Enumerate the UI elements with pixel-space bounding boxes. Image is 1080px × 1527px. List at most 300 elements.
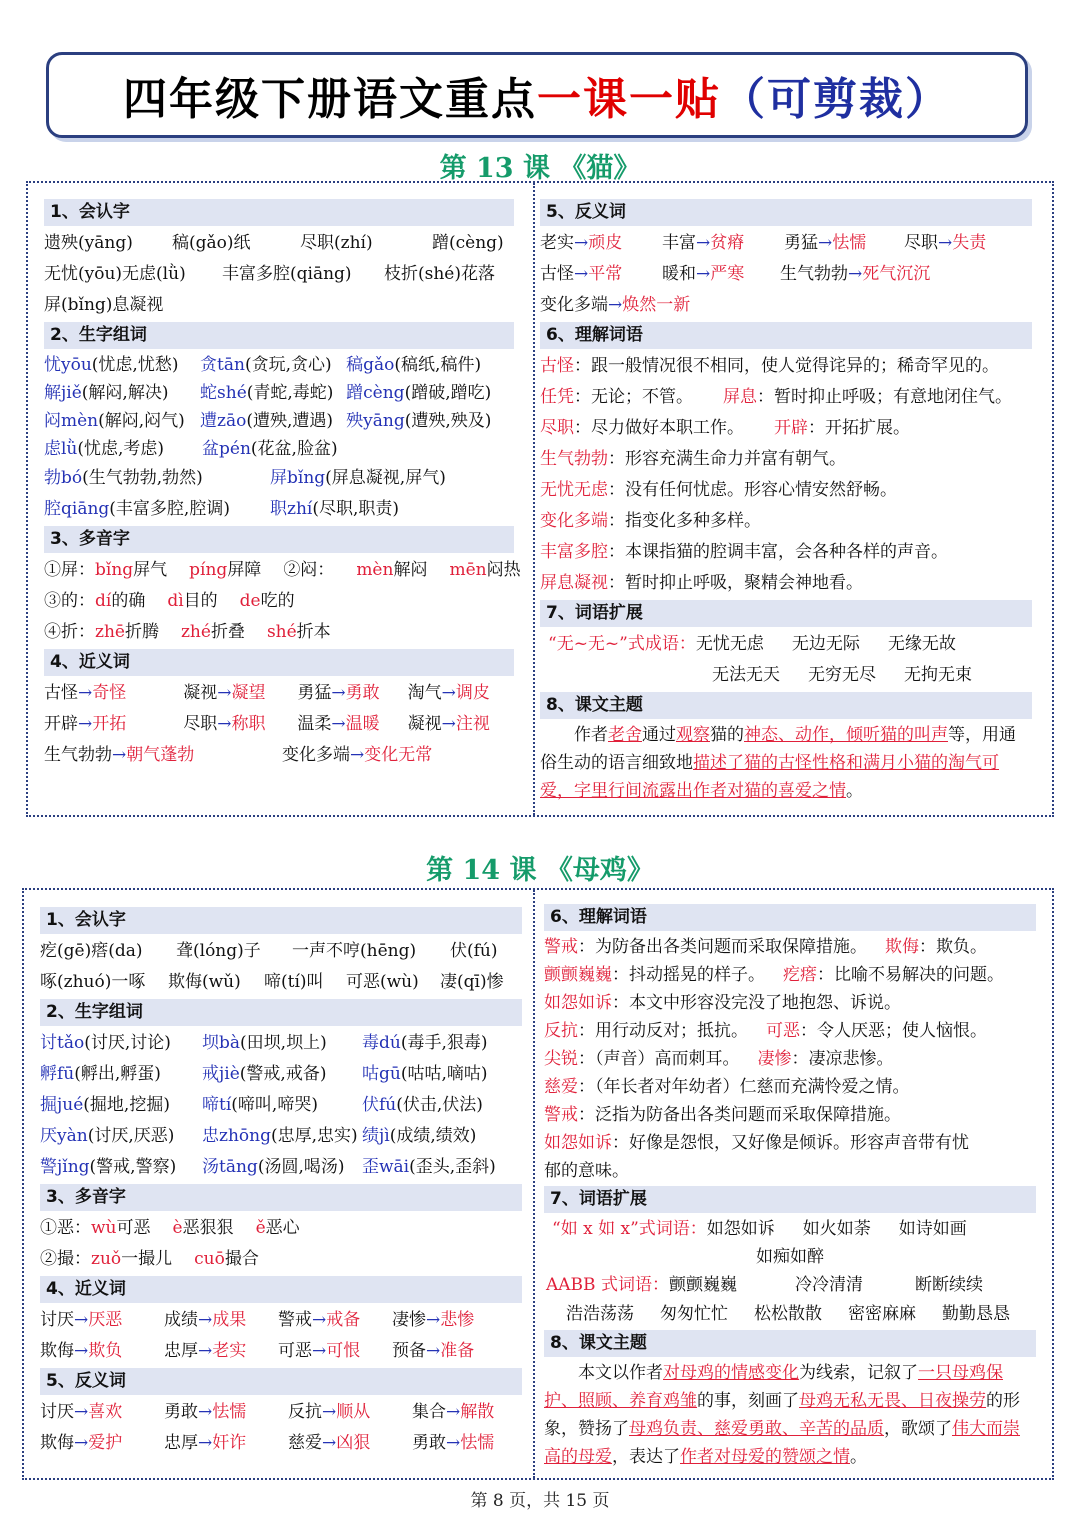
definition-row [540, 413, 1032, 444]
definition-text: ：好像是怨恨，又好像是倾诉。形容声音带有忧 [612, 1133, 969, 1153]
vocab-item [362, 1121, 522, 1152]
expansion-word: 勤勤恳恳 [942, 1304, 1010, 1324]
arrow-icon: → [322, 1402, 337, 1422]
word-item: 可恶(wù) [346, 972, 419, 992]
definition-text: 郁的意味。 [544, 1161, 629, 1181]
expansion-row [540, 629, 1032, 660]
word-item: 丰富多腔(qiāng) [222, 264, 352, 284]
polyphone-text: 一撮儿 [121, 1249, 173, 1269]
polyphone-row [44, 617, 514, 648]
definition-term: 屏息 [723, 387, 757, 407]
pair-target: 凝望 [231, 683, 266, 703]
expansion-word: 松松散散 [754, 1304, 822, 1324]
vocab-char: 啼 [202, 1095, 219, 1115]
vocab-char: 讨 [40, 1033, 57, 1053]
polyphone-text: 屏气 [133, 560, 168, 580]
vocab-pinyin: tǎo [57, 1033, 85, 1053]
word-pair [297, 709, 407, 740]
definition-term: 如怨如诉 [544, 993, 612, 1013]
arrow-icon: → [441, 714, 456, 734]
section-heading: 6、理解词语 [540, 322, 1032, 349]
word-pair [164, 1397, 288, 1428]
pair-word: 讨厌 [40, 1402, 74, 1422]
polyphone-pinyin: bǐng [95, 560, 134, 580]
vocab-char: 孵 [40, 1064, 57, 1084]
theme-text: 为线索，记叙了 [799, 1363, 918, 1383]
definition [540, 480, 897, 500]
lesson13-left-column [44, 198, 521, 771]
theme-highlight: 观察 [676, 725, 710, 745]
polyphone-text: 解闷 [393, 560, 428, 580]
pair-target: 爱护 [88, 1433, 123, 1453]
theme-highlight: 对母鸡的情感变化 [663, 1363, 799, 1383]
theme-highlight: 描述了猫的古怪性格和满月小猫的淘气可爱，字里行间流露出作者对猫的喜爱之情 [540, 753, 999, 801]
word-item: 枝折(shé)花落 [384, 264, 495, 284]
theme-text: 的事，刻画了 [697, 1391, 799, 1411]
vocab-item [40, 1090, 202, 1121]
polyphone-row [40, 1244, 522, 1275]
theme-text: 。 [850, 1447, 867, 1467]
expansion-word: 浩浩荡荡 [566, 1304, 634, 1324]
pair-word: 开辟 [44, 714, 78, 734]
word-item: 遗殃(yāng) [44, 233, 133, 253]
vocab-char: 忠 [202, 1126, 219, 1146]
word-pair [40, 1428, 164, 1459]
arrow-icon: → [74, 1402, 89, 1422]
section-heading: 2、生字组词 [44, 322, 514, 349]
vocab-row [40, 1121, 522, 1152]
vocab-words: (警戒,警察) [89, 1157, 177, 1177]
definition [783, 965, 1004, 985]
arrow-icon: → [74, 1341, 89, 1361]
arrow-icon: → [938, 233, 953, 253]
polyphone-pinyin: è [172, 1218, 183, 1238]
polyphone-row [44, 586, 514, 617]
polyphone-text: 折叠 [210, 622, 245, 642]
polyphone-text: 折本 [296, 622, 331, 642]
word-pair [40, 1305, 164, 1336]
vocab-item [200, 379, 346, 407]
pair-target: 成果 [212, 1310, 247, 1330]
definition [540, 387, 693, 407]
section-heading: 7、词语扩展 [544, 1186, 1036, 1213]
expansion-word: 如痴如醉 [756, 1247, 824, 1267]
vocab-pinyin: fū [57, 1064, 75, 1084]
vocab-char: 职 [270, 499, 287, 519]
definition-row [540, 444, 1032, 475]
section-heading: 6、理解词语 [544, 904, 1036, 931]
vocab-item [362, 1152, 522, 1183]
vocab-pinyin: tí [219, 1095, 232, 1115]
definition-text: ：本文中形容没完没了地抱怨、诉说。 [612, 993, 901, 1013]
vocab-words: (讨厌,讨论) [84, 1033, 171, 1053]
pair-word: 勇猛 [784, 233, 818, 253]
word-pair-row [44, 740, 514, 771]
word-pair [392, 1336, 502, 1367]
word-pair [288, 1397, 412, 1428]
definition-term: 反抗 [544, 1021, 578, 1041]
vocab-row [44, 435, 514, 463]
word-pair [164, 1336, 278, 1367]
vocab-words: (解闷,闷气) [98, 411, 185, 431]
expansion-word: 无拘无束 [904, 665, 972, 685]
definition-text: ：暂时抑止呼吸，聚精会神地看。 [608, 573, 863, 593]
definition-text: ：比喻不易解决的问题。 [817, 965, 1004, 985]
vocab-item [362, 1028, 522, 1059]
vocab-item [362, 1059, 522, 1090]
expansion-word: 匆匆忙忙 [660, 1304, 728, 1324]
pair-word: 丰富 [662, 233, 696, 253]
section-heading: 3、多音字 [44, 526, 514, 553]
definition [540, 573, 863, 593]
vocab-char: 贪 [200, 355, 218, 375]
definition [544, 1077, 910, 1097]
vocab-pinyin: zhōng [219, 1126, 271, 1146]
expansion-row [544, 1271, 1036, 1299]
vocab-words: (忧虑,考虑) [77, 439, 165, 459]
definition-row [540, 506, 1032, 537]
vocab-item [40, 1028, 202, 1059]
pair-word: 暖和 [662, 264, 696, 284]
polyphone-pinyin: dì [167, 591, 184, 611]
word-item: 稿(gǎo)纸 [172, 233, 251, 253]
pair-target: 死气沉沉 [862, 264, 931, 284]
expansion-word: 无忧无虑 [695, 634, 764, 654]
polyphone-text: 目的 [183, 591, 218, 611]
word-pair [40, 1336, 164, 1367]
definition [544, 1049, 740, 1069]
polyphone-text: 恶心 [265, 1218, 300, 1238]
vocab-item [44, 435, 202, 463]
definition-term: 慈爱 [544, 1077, 578, 1097]
section-heading: 8、课文主题 [544, 1330, 1036, 1357]
word-item: 屏(bǐng)息凝视 [44, 295, 164, 315]
definition-row [540, 475, 1032, 506]
pair-word: 勇敢 [164, 1402, 198, 1422]
lesson14-divider [533, 890, 535, 1478]
lesson13-divider [533, 183, 535, 815]
word-pair [408, 709, 514, 740]
polyphone-pinyin: dí [95, 591, 112, 611]
arrow-icon: → [74, 1310, 89, 1330]
definition-text: ：指变化多种多样。 [608, 511, 761, 531]
definition [540, 356, 999, 376]
pair-word: 欺侮 [40, 1433, 74, 1453]
definition [540, 418, 744, 438]
definition-term: 开辟 [774, 418, 808, 438]
word-pair [784, 228, 904, 259]
arrow-icon: → [446, 1402, 461, 1422]
polyphone-pinyin: zhé [180, 622, 211, 642]
pair-target: 怯懦 [832, 233, 867, 253]
pair-target: 奸诈 [212, 1433, 247, 1453]
definition-row [544, 1129, 1036, 1157]
word-pair [278, 1336, 392, 1367]
pair-word: 集合 [412, 1402, 446, 1422]
word-pair [183, 709, 297, 740]
section-heading: 3、多音字 [40, 1184, 522, 1211]
definition-term: 任凭 [540, 387, 574, 407]
polyphone-text: 恶狠狠 [182, 1218, 234, 1238]
vocab-char: 虑 [44, 439, 61, 459]
vocab-char: 汤 [202, 1157, 219, 1177]
pair-target: 解散 [460, 1402, 495, 1422]
definition-term: 屏息凝视 [540, 573, 608, 593]
vocab-words: (毒手,狠毒) [400, 1033, 488, 1053]
section-heading: 2、生字组词 [40, 999, 522, 1026]
lesson14-left-column [40, 906, 522, 1459]
pair-word: 预备 [392, 1341, 426, 1361]
vocab-pinyin: pén [219, 439, 251, 459]
pair-word: 老实 [540, 233, 574, 253]
definition-row [544, 1157, 1036, 1185]
pair-word: 生气勃勃 [44, 745, 112, 765]
vocab-item [200, 407, 346, 435]
arrow-icon: → [426, 1341, 441, 1361]
arrow-icon: → [446, 1433, 461, 1453]
definition-text: ：跟一般情况很不相同，使人觉得诧异的；稀奇罕见的。 [574, 356, 999, 376]
pair-target: 变化无常 [364, 745, 433, 765]
definition-term: 古怪 [540, 356, 574, 376]
expansion-word: 密密麻麻 [848, 1304, 916, 1324]
vocab-item [44, 407, 200, 435]
theme-highlight: 老舍 [608, 725, 642, 745]
arrow-icon: → [198, 1402, 213, 1422]
arrow-icon: → [350, 745, 365, 765]
definition-term: 尽职 [540, 418, 574, 438]
vocab-char: 掘 [40, 1095, 57, 1115]
page-title-note: （可剪裁） [721, 74, 951, 125]
definition-term: 如怨如诉 [544, 1133, 612, 1153]
word-pair [164, 1305, 278, 1336]
pair-word: 欺侮 [40, 1341, 74, 1361]
pair-target: 欺负 [88, 1341, 123, 1361]
definition [544, 1105, 901, 1125]
arrow-icon: → [217, 714, 232, 734]
vocab-char: 歪 [362, 1157, 379, 1177]
vocab-item [346, 379, 514, 407]
pair-target: 厌恶 [88, 1310, 123, 1330]
word-pair [540, 228, 662, 259]
vocab-words: (伏击,伏法) [396, 1095, 483, 1115]
arrow-icon: → [574, 233, 589, 253]
polyphone-pinyin: wù [91, 1218, 117, 1238]
polyphone-pinyin: zuǒ [91, 1249, 122, 1269]
vocab-words: (警戒,戒备) [239, 1064, 327, 1084]
pair-target: 怯懦 [460, 1433, 495, 1453]
definition-text: ：尽力做好本职工作。 [574, 418, 744, 438]
vocab-row [44, 463, 514, 494]
pair-target: 严寒 [710, 264, 745, 284]
pair-target: 悲惨 [440, 1310, 475, 1330]
section-heading: 5、反义词 [40, 1368, 522, 1395]
pair-word: 成绩 [164, 1310, 198, 1330]
vocab-char: 绩 [362, 1126, 379, 1146]
definition [544, 965, 765, 985]
definition-term: 生气勃勃 [540, 449, 608, 469]
vocab-pinyin: yōu [61, 355, 92, 375]
theme-text: ，歌颂了 [884, 1419, 952, 1439]
expansion-word: 无法无天 [712, 665, 780, 685]
pair-word: 古怪 [44, 683, 78, 703]
definition-row [544, 961, 1036, 989]
polyphone-text: 吃的 [260, 591, 295, 611]
definition-term: 变化多端 [540, 511, 608, 531]
definition-term: 尖锐 [544, 1049, 578, 1069]
polyphone-text: ④折： [44, 622, 95, 642]
polyphone-row [44, 555, 521, 586]
pair-word: 警戒 [278, 1310, 312, 1330]
word-row [44, 290, 514, 321]
pair-word: 忠厚 [164, 1433, 198, 1453]
definition-text: ：（声音）高而刺耳。 [578, 1049, 740, 1069]
page-footer: 第 8 页，共 15 页 [470, 1491, 610, 1511]
theme-highlight: 作者对母爱的赞颂之情 [680, 1447, 850, 1467]
pair-target: 焕然一新 [622, 295, 691, 315]
vocab-char: 忧 [44, 355, 61, 375]
definition-term: 丰富多腔 [540, 542, 608, 562]
arrow-icon: → [331, 714, 346, 734]
word-pair-row [540, 228, 1032, 259]
pair-word: 凝视 [183, 683, 218, 703]
vocab-words: (生气勃勃,勃然) [82, 468, 203, 488]
definition-text: ：开拓扩展。 [808, 418, 910, 438]
vocab-item [270, 494, 510, 525]
vocab-pinyin: jué [57, 1095, 84, 1115]
vocab-item [202, 1152, 362, 1183]
word-item: 蹭(cèng) [432, 233, 504, 253]
vocab-item [44, 351, 200, 379]
theme-highlight: 母鸡负责、慈爱勇敢、辛苦的品质 [629, 1419, 884, 1439]
pair-target: 注视 [455, 714, 490, 734]
definition-term: 可恶 [766, 1021, 800, 1041]
pair-target: 贫瘠 [710, 233, 745, 253]
pair-word: 温柔 [297, 714, 332, 734]
definition-text: ：用行动反对；抵抗。 [578, 1021, 748, 1041]
definition-row [540, 568, 1032, 599]
theme-text: 作者 [574, 725, 608, 745]
expansion-word: 无缘无故 [887, 634, 956, 654]
vocab-item [346, 351, 514, 379]
pair-word: 凄惨 [392, 1310, 426, 1330]
vocab-words: (遭殃,遭遇) [246, 411, 334, 431]
pair-word: 讨厌 [40, 1310, 74, 1330]
polyphone-pinyin: mēn [449, 560, 487, 580]
vocab-pinyin: dú [379, 1033, 401, 1053]
word-pair-row [540, 259, 1032, 290]
theme-paragraph [540, 721, 1032, 805]
polyphone-pinyin: mèn [356, 560, 394, 580]
vocab-char: 盆 [202, 439, 219, 459]
vocab-pinyin: bó [61, 468, 83, 488]
arrow-icon: → [312, 1310, 327, 1330]
pair-target: 勇敢 [345, 683, 380, 703]
pair-word: 反抗 [288, 1402, 322, 1422]
vocab-words: (忠厚,忠实) [270, 1126, 358, 1146]
vocab-words: (屏息凝视,屏气) [325, 468, 446, 488]
definition-text: ：本课指猫的腔调丰富，会各种各样的声音。 [608, 542, 948, 562]
polyphone-text: 屏障 [227, 560, 262, 580]
word-pair-row [540, 290, 1032, 321]
definition-text: ：（年长者对年幼者）仁慈而充满怜爱之情。 [578, 1077, 910, 1097]
vocab-pinyin: gū [379, 1064, 401, 1084]
vocab-row [44, 494, 514, 525]
theme-paragraph [544, 1359, 1036, 1471]
polyphone-text: ②闷： [283, 560, 335, 580]
word-pair [408, 678, 514, 709]
arrow-icon: → [312, 1341, 327, 1361]
pair-target: 戒备 [326, 1310, 361, 1330]
vocab-item [202, 1121, 362, 1152]
definition [540, 449, 846, 469]
definition-text: ：暂时抑止呼吸；有意地闭住气。 [757, 387, 1012, 407]
vocab-row [40, 1059, 522, 1090]
word-pair [44, 740, 282, 771]
vocab-row [40, 1028, 522, 1059]
pair-word: 勇敢 [412, 1433, 446, 1453]
polyphone-pinyin: cuō [194, 1249, 225, 1269]
definition [544, 1161, 629, 1181]
word-pair [44, 678, 183, 709]
word-item: 聋(lóng)子 [176, 941, 261, 961]
word-item: 啄(zhuó)一啄 [40, 972, 146, 992]
vocab-item [202, 435, 350, 463]
pair-word: 淘气 [407, 683, 442, 703]
vocab-words: (青蛇,毒蛇) [246, 383, 334, 403]
word-pair-row [40, 1305, 522, 1336]
pair-target: 凶狠 [336, 1433, 371, 1453]
word-pair [540, 290, 760, 321]
section-heading: 4、近义词 [44, 649, 514, 676]
definition-term: 欺侮 [885, 937, 919, 957]
polyphone-text: ①恶： [40, 1218, 91, 1238]
pair-target: 温暖 [345, 714, 380, 734]
arrow-icon: → [78, 683, 93, 703]
polyphone-row [40, 1213, 522, 1244]
polyphone-text: ③的： [44, 591, 95, 611]
vocab-pinyin: zhí [287, 499, 313, 519]
definition-row [544, 1073, 1036, 1101]
polyphone-text: ①屏： [44, 560, 95, 580]
arrow-icon: → [78, 714, 93, 734]
vocab-row [40, 1152, 522, 1183]
definition-text: ：令人厌恶；使人恼恨。 [800, 1021, 987, 1041]
vocab-pinyin: jiě [61, 383, 82, 403]
definition-text: ：凄凉悲惨。 [791, 1049, 894, 1069]
definition-term: 颤颤巍巍 [544, 965, 612, 985]
word-pair [392, 1305, 502, 1336]
vocab-char: 戒 [202, 1064, 219, 1084]
vocab-char: 厌 [40, 1126, 57, 1146]
vocab-pinyin: tān [217, 355, 245, 375]
pair-target: 喜欢 [88, 1402, 123, 1422]
arrow-icon: → [74, 1433, 89, 1453]
page-title-main: 四年级下册语文重点 [123, 74, 537, 125]
section-heading: 5、反义词 [540, 199, 1032, 226]
vocab-item [40, 1121, 202, 1152]
word-item: 疙(gē)瘩(da) [40, 941, 143, 961]
lesson13-title: 第 13 课 《猫》 [439, 153, 641, 184]
vocab-words: (贪玩,贪心) [244, 355, 332, 375]
vocab-item [362, 1090, 522, 1121]
word-row [40, 967, 522, 998]
vocab-words: (啼叫,啼哭) [231, 1095, 318, 1115]
vocab-item [44, 463, 270, 494]
expansion-row [544, 1243, 1036, 1271]
word-pair-row [44, 678, 514, 709]
pair-target: 可恨 [326, 1341, 361, 1361]
definition-text: ：泛指为防备出各类问题而采取保障措施。 [578, 1105, 901, 1125]
